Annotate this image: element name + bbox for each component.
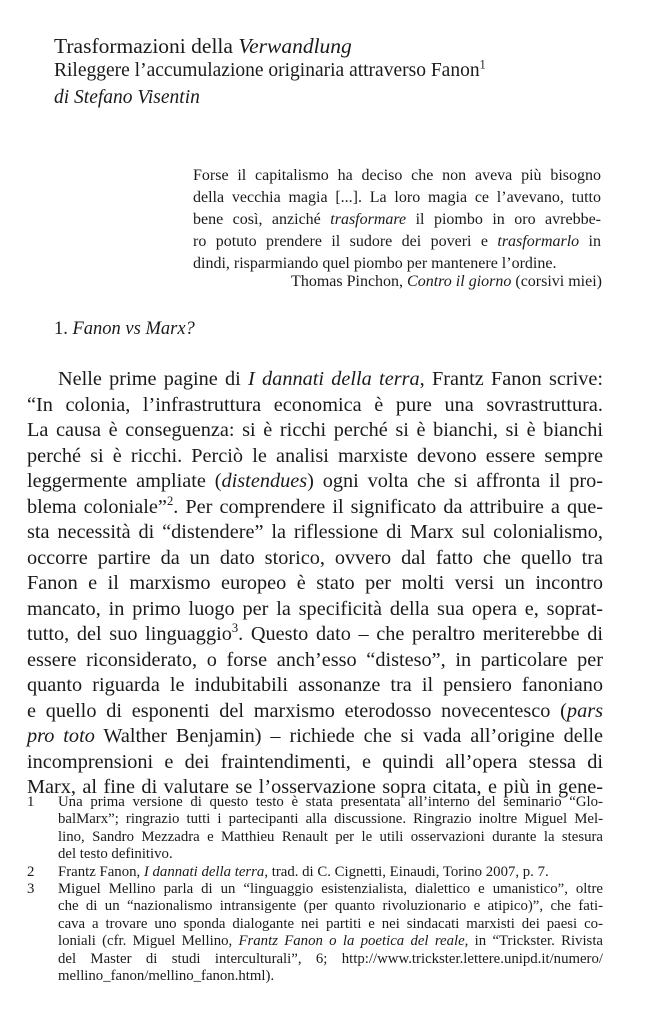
body-line: Marx, al fine di valutare se l’osservazione sopra citata, e più in gene-	[27, 776, 603, 798]
body-line: quanto riguarda le indubitabili assonanze tra il pensiero fanoniano	[27, 674, 603, 696]
epigraph-line: dindi, risparmiando quel piombo per mantenere l’ordine.	[193, 255, 557, 273]
epigraph-line: Forse il capitalismo ha deciso che non aveva più bisogno	[193, 167, 601, 184]
body-line: incomprensioni e dei fraintendimenti, e quindi all’opera stessa di	[27, 750, 603, 773]
section-heading	[54, 317, 195, 341]
footnote-1	[27, 794, 603, 864]
footnote-number: 1	[27, 794, 35, 810]
article-subtitle	[54, 59, 486, 83]
footnote-text: Una prima versione di questo testo è stata presentata all’interno del seminario “Glo- balMarx”; ringrazio tutti i partecipanti alla discussione. Ringrazio inoltre Miguel Mel- lino, Sandro Mezzadra e Matthieu Renault per le utili osservazioni durante la stesura del testo definitivo.	[58, 794, 603, 863]
section-number: 1.	[54, 319, 73, 339]
body-line: Fanon e il marxismo europeo è stato per molti versi un incontro	[27, 572, 603, 594]
body-line: blema coloniale”$^2$. Per comprendere il significato da attribuire a que-	[27, 493, 603, 518]
footnote-number: 3	[27, 881, 35, 898]
body-text	[27, 367, 603, 801]
epigraph-line: bene così, anziché trasformare il piombo in oro avrebbe-	[193, 211, 602, 229]
epigraph-line: ro potuto prendere il sudore dei poveri e trasformarlo in	[193, 233, 602, 251]
article-title	[54, 34, 352, 59]
body-line: “In colonia, l’infrastruttura economica è pure una sovrastruttura.	[27, 393, 603, 416]
footnote-ref-3[interactable]: 3	[231, 621, 239, 636]
section-title: Fanon vs Marx?	[72, 319, 195, 339]
body-line: pro toto Walther Benjamin) – richiede che si vada all’origine delle	[27, 725, 603, 747]
title-italic: Verwandlung	[238, 34, 352, 58]
body-line: leggermente ampliate (distendues) ogni volta che si affronta il pro-	[27, 470, 603, 492]
footnote-2	[27, 864, 603, 881]
body-line: essere riconsiderato, o forse anch’esso “disteso”, in particolare per	[27, 648, 603, 671]
subtitle-text: Rileggere l’accumulazione originaria attraverso Fanon	[54, 60, 480, 81]
footnote-text: Miguel Mellino parla di un “linguaggio esistenzialista, dialettico e umanistico”, oltre che di un “nazionalismo intransigente (per quanto rivoluzionario e atipico)”, che fati- cava a trovare uno sponda dialogante nei partiti e nei sindacati marxisti dei paesi co- loniali (cfr. Miguel Mellino, Frantz Fanon o la poetica del reale, in “Trickster. Rivista del Master di studi interculturali”, 6; http://www.trickster.lettere.unipd.it/numero/ mellino_fanon/mellino_fanon.html).	[58, 881, 603, 985]
footnote-ref-1[interactable]: 1	[479, 57, 486, 72]
body-line: Nelle prime pagine di I dannati della terra, Frantz Fanon scrive:	[58, 368, 604, 390]
footnote-number: 2	[27, 863, 35, 880]
body-line: occorre partire da un dato storico, ovvero dal fatto che quello tra	[27, 546, 603, 569]
footnote-link[interactable]: del Master di studi interculturali”, 6; http://www.trickster.lettere.unipd.it/numero/	[58, 950, 603, 967]
footnote-3	[27, 881, 603, 985]
body-line: perché si è ricchi. Perciò le analisi marxiste devono essere sempre	[27, 444, 603, 467]
body-line: sta necessità di “distendere” la riflessione di Marx sul colonialismo,	[27, 521, 603, 543]
footnotes	[27, 794, 603, 985]
footnote-text: Frantz Fanon, I dannati della terra, trad. di C. Cignetti, Einaudi, Torino 2007, p. 7.	[58, 863, 549, 880]
author-text: di Stefano Visentin	[54, 87, 200, 108]
footnote-ref-2[interactable]: 2	[166, 493, 174, 508]
body-line: tutto, del suo linguaggio$^3$. Questo dato – che peraltro meriterebbe di	[27, 621, 603, 645]
article-author	[54, 86, 200, 110]
epigraph-attribution: Thomas Pinchon, Contro il giorno (corsivi miei)	[291, 273, 602, 290]
title-text: Trasformazioni della	[54, 34, 239, 58]
body-line: La causa è conseguenza: si è ricchi perché si è bianchi, si è bianchi	[27, 419, 603, 441]
body-line: e quello di esponenti del marxismo eterodosso novecentesco (pars	[27, 699, 603, 722]
epigraph-line: della vecchia magia [...]. La loro magia ce l’avevano, tutto	[193, 189, 601, 207]
epigraph	[193, 165, 601, 275]
body-line: mancato, in primo luogo per la specificità della sua opera e, soprat-	[27, 597, 603, 620]
footnote-link-end[interactable]: mellino_fanon/mellino_fanon.html).	[58, 968, 275, 985]
